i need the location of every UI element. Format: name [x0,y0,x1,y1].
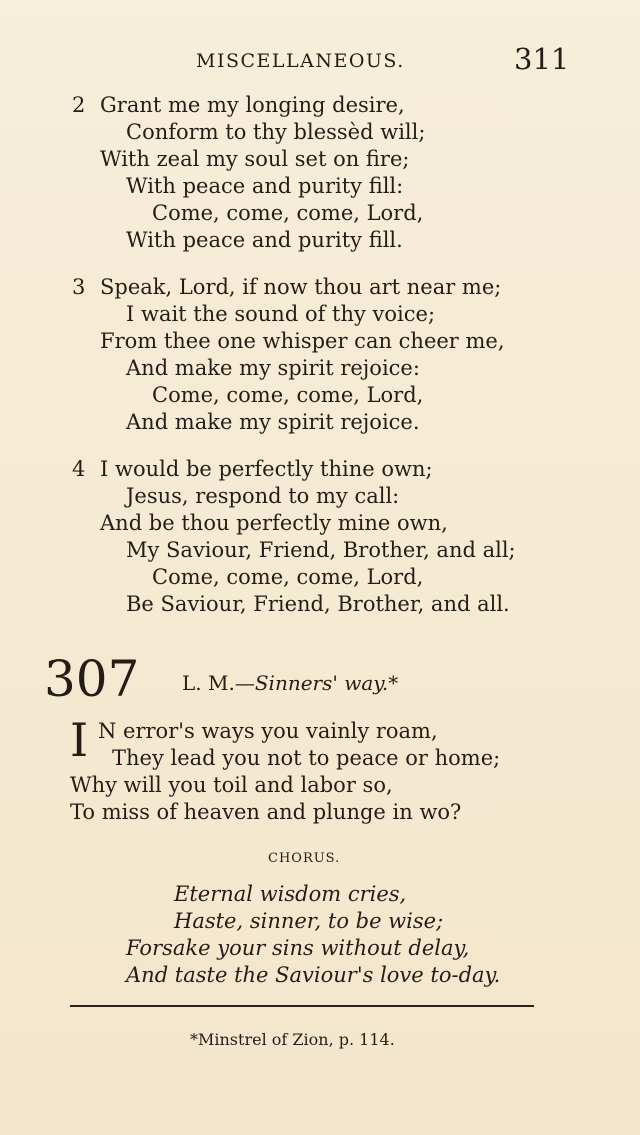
drop-cap: I [70,713,89,767]
verse-line: Jesus, respond to my call: [126,484,400,508]
verse-line: Conform to thy blessèd will; [126,120,426,144]
verse-line: Come, come, come, Lord, [152,201,424,225]
hymn-line: N error's ways you vainly roam, [98,719,438,743]
verse-line: Speak, Lord, if now thou art near me; [100,275,502,299]
hymn-title: Sinners' way. [254,671,389,695]
footnote-rule [70,1005,534,1007]
verse-line: With zeal my soul set on fire; [100,147,410,171]
verse-line: From thee one whisper can cheer me, [100,329,505,353]
verse-line: I would be perfectly thine own; [100,457,433,481]
hymn-meter-title [182,670,398,696]
chorus-line: Forsake your sins without delay, [126,936,470,960]
hymn-line: To miss of heaven and plunge in wo? [70,800,462,824]
verse-line: With peace and purity fill: [126,174,404,198]
chorus-heading: CHORUS. [268,851,341,866]
chorus-line: Haste, sinner, to be wise; [174,909,444,933]
hymn-line: They lead you not to peace or home; [112,746,501,770]
chorus-line: Eternal wisdom cries, [174,882,407,906]
footnote-mark: * [388,671,399,695]
verse-line: Come, come, come, Lord, [152,565,424,589]
verse-line: Be Saviour, Friend, Brother, and all. [126,592,510,616]
hymn-number: 307 [44,650,140,708]
verse-number: 4 [72,457,86,481]
verse-line: With peace and purity fill. [126,228,403,252]
hymn-meter: L. M.— [182,671,255,695]
verse-number: 3 [72,275,86,299]
verse-line: And make my spirit rejoice: [126,356,420,380]
verse-number: 2 [72,93,86,117]
verse-line: And be thou perfectly mine own, [100,511,448,535]
verse-line: My Saviour, Friend, Brother, and all; [126,538,516,562]
footnote: *Minstrel of Zion, p. 114. [190,1030,395,1049]
running-head: MISCELLANEOUS. [196,50,405,72]
page-number: 311 [514,42,570,76]
chorus-line: And taste the Saviour's love to-day. [126,963,501,987]
verse-line: Grant me my longing desire, [100,93,405,117]
hymn-line: Why will you toil and labor so, [70,773,393,797]
verse-line: I wait the sound of thy voice; [126,302,436,326]
verse-line: And make my spirit rejoice. [126,410,420,434]
verse-line: Come, come, come, Lord, [152,383,424,407]
